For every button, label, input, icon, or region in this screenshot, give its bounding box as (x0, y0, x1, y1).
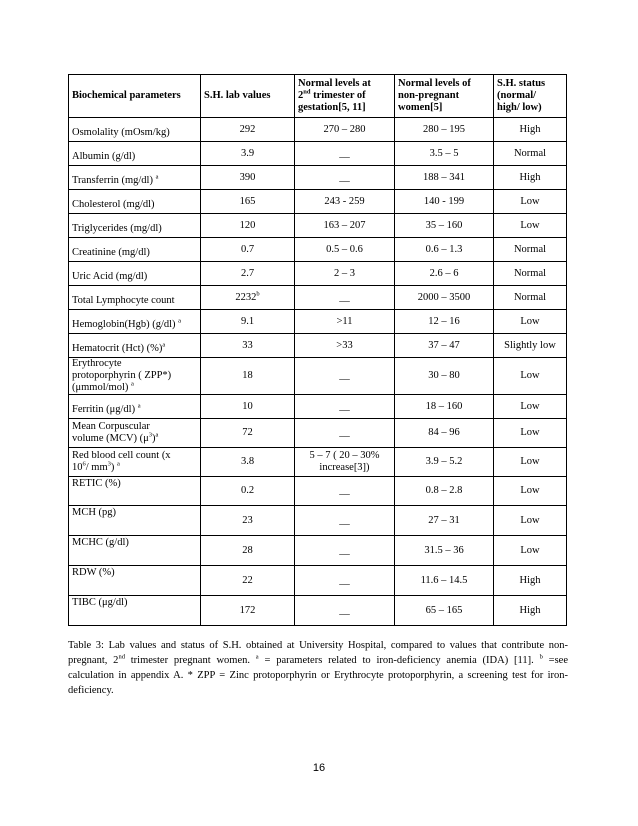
row-lab-value: 22 (201, 566, 295, 596)
header-status: S.H. status (normal/ high/ low) (494, 75, 567, 118)
row-parameter: Erythrocyte protoporphyrin ( ZPP*) (μmmol/mol) $^a$ (69, 358, 201, 395)
row-parameter: TIBC (μg/dl) (69, 596, 201, 626)
header-pregnant-levels: Normal levels at 2nd trimester of gestation[5, 11] (295, 75, 395, 118)
row-pregnant-range: __ (295, 506, 395, 536)
row-nonpregnant-range: 35 – 160 (395, 214, 494, 238)
row-status: Normal (494, 286, 567, 310)
row-lab-value: 23 (201, 506, 295, 536)
row-nonpregnant-range: 2.6 – 6 (395, 262, 494, 286)
row-pregnant-range: >11 (295, 310, 395, 334)
row-status: High (494, 166, 567, 190)
row-status: Low (494, 310, 567, 334)
table-row (69, 596, 567, 626)
row-parameter: Mean Corpuscular volume (MCV) $(\mu^3)^a$ (69, 419, 201, 448)
header-biochemical-parameters: Biochemical parameters (69, 75, 201, 118)
row-lab-value: 3.8 (201, 448, 295, 477)
row-nonpregnant-range: 65 – 165 (395, 596, 494, 626)
row-pregnant-range: __ (295, 536, 395, 566)
row-status: High (494, 118, 567, 142)
row-nonpregnant-range: 188 – 341 (395, 166, 494, 190)
table-row (69, 506, 567, 536)
row-lab-value: 292 (201, 118, 295, 142)
row-nonpregnant-range: 27 – 31 (395, 506, 494, 536)
row-lab-value: 18 (201, 358, 295, 395)
table-row (69, 214, 567, 238)
row-pregnant-range: __ (295, 358, 395, 395)
page-number: 16 (312, 762, 326, 774)
row-lab-value: 28 (201, 536, 295, 566)
row-pregnant-range: 163 – 207 (295, 214, 395, 238)
row-parameter: Cholesterol (mg/dl) (69, 190, 201, 214)
row-lab-value: 2232$^b$ (201, 286, 295, 310)
row-pregnant-range: >33 (295, 334, 395, 358)
row-status: Normal (494, 238, 567, 262)
row-nonpregnant-range: 30 – 80 (395, 358, 494, 395)
row-nonpregnant-range: 3.9 – 5.2 (395, 448, 494, 477)
row-status: Low (494, 358, 567, 395)
table-row (69, 477, 567, 506)
table-row (69, 536, 567, 566)
row-lab-value: 120 (201, 214, 295, 238)
table-row (69, 448, 567, 477)
row-nonpregnant-range: 18 – 160 (395, 395, 494, 419)
row-parameter: Uric Acid (mg/dl) (69, 262, 201, 286)
table-row (69, 334, 567, 358)
table-row (69, 238, 567, 262)
row-nonpregnant-range: 2000 – 3500 (395, 286, 494, 310)
row-parameter: Creatinine (mg/dl) (69, 238, 201, 262)
row-pregnant-range: 0.5 – 0.6 (295, 238, 395, 262)
row-parameter: MCH (pg) (69, 506, 201, 536)
row-lab-value: 172 (201, 596, 295, 626)
row-pregnant-range: __ (295, 286, 395, 310)
row-lab-value: 3.9 (201, 142, 295, 166)
row-parameter: Total Lymphocyte count (69, 286, 201, 310)
lab-values-table (68, 74, 567, 626)
header-nonpregnant-levels: Normal levels of non-pregnant women[5] (395, 75, 494, 118)
table-row (69, 310, 567, 334)
table-row (69, 286, 567, 310)
row-pregnant-range: __ (295, 142, 395, 166)
row-pregnant-range: __ (295, 566, 395, 596)
row-nonpregnant-range: 0.8 – 2.8 (395, 477, 494, 506)
row-parameter: MCHC (g/dl) (69, 536, 201, 566)
row-status: High (494, 566, 567, 596)
row-nonpregnant-range: 3.5 – 5 (395, 142, 494, 166)
row-status: Normal (494, 142, 567, 166)
row-status: Low (494, 214, 567, 238)
row-pregnant-range: 243 - 259 (295, 190, 395, 214)
row-nonpregnant-range: 84 – 96 (395, 419, 494, 448)
row-status: Low (494, 190, 567, 214)
row-nonpregnant-range: 0.6 – 1.3 (395, 238, 494, 262)
row-lab-value: 10 (201, 395, 295, 419)
row-pregnant-range: __ (295, 477, 395, 506)
header-row (69, 75, 567, 118)
row-nonpregnant-range: 11.6 – 14.5 (395, 566, 494, 596)
row-lab-value: 390 (201, 166, 295, 190)
table-row (69, 358, 567, 395)
table-row (69, 142, 567, 166)
table-row (69, 395, 567, 419)
row-pregnant-range: 270 – 280 (295, 118, 395, 142)
row-parameter: RETIC (%) (69, 477, 201, 506)
row-pregnant-range: 5 – 7 ( 20 – 30% increase[3]) (295, 448, 395, 477)
table-row (69, 566, 567, 596)
row-lab-value: 0.7 (201, 238, 295, 262)
row-status: Low (494, 536, 567, 566)
row-status: Low (494, 395, 567, 419)
row-lab-value: 33 (201, 334, 295, 358)
row-nonpregnant-range: 280 – 195 (395, 118, 494, 142)
row-status: Low (494, 506, 567, 536)
row-status: High (494, 596, 567, 626)
row-lab-value: 72 (201, 419, 295, 448)
row-nonpregnant-range: 37 – 47 (395, 334, 494, 358)
table-row (69, 262, 567, 286)
row-parameter: Red blood cell count (x $10^6/$ $mm^3$) $^a$ (69, 448, 201, 477)
row-pregnant-range: 2 – 3 (295, 262, 395, 286)
row-status: Low (494, 419, 567, 448)
row-pregnant-range: __ (295, 596, 395, 626)
row-parameter: RDW (%) (69, 566, 201, 596)
row-parameter: Hematocrit (Hct) (%)$^a$ (69, 334, 201, 358)
row-lab-value: 0.2 (201, 477, 295, 506)
row-lab-value: 9.1 (201, 310, 295, 334)
row-nonpregnant-range: 12 – 16 (395, 310, 494, 334)
table-row (69, 419, 567, 448)
row-pregnant-range: __ (295, 419, 395, 448)
row-lab-value: 2.7 (201, 262, 295, 286)
row-parameter: Triglycerides (mg/dl) (69, 214, 201, 238)
header-lab-values: S.H. lab values (201, 75, 295, 118)
row-pregnant-range: __ (295, 395, 395, 419)
row-parameter: Albumin (g/dl) (69, 142, 201, 166)
row-status: Low (494, 477, 567, 506)
row-parameter: Osmolality (mOsm/kg) (69, 118, 201, 142)
table-row (69, 166, 567, 190)
row-status: Low (494, 448, 567, 477)
row-nonpregnant-range: 31.5 – 36 (395, 536, 494, 566)
row-status: Slightly low (494, 334, 567, 358)
row-lab-value: 165 (201, 190, 295, 214)
row-parameter: Hemoglobin(Hgb) (g/dl) $^a$ (69, 310, 201, 334)
table-row (69, 190, 567, 214)
row-parameter: Ferritin (μg/dl) $^a$ (69, 395, 201, 419)
table-caption: Table 3: Lab values and status of S.H. obtained at University Hospital, compared to values that contribute non-pregnant, 2nd trimester pregnant women. $^a$ = parameters related to iron-deficiency anemia (IDA) [11]. $^b$ =see calculation in appendix A. * ZPP = Zinc protoporphyrin or Erythrocyte protoporphyrin, a screening test for iron-deficiency. (68, 640, 568, 696)
row-parameter: Transferrin (mg/dl) $^a$ (69, 166, 201, 190)
row-nonpregnant-range: 140 - 199 (395, 190, 494, 214)
table-row (69, 118, 567, 142)
row-pregnant-range: __ (295, 166, 395, 190)
row-status: Normal (494, 262, 567, 286)
